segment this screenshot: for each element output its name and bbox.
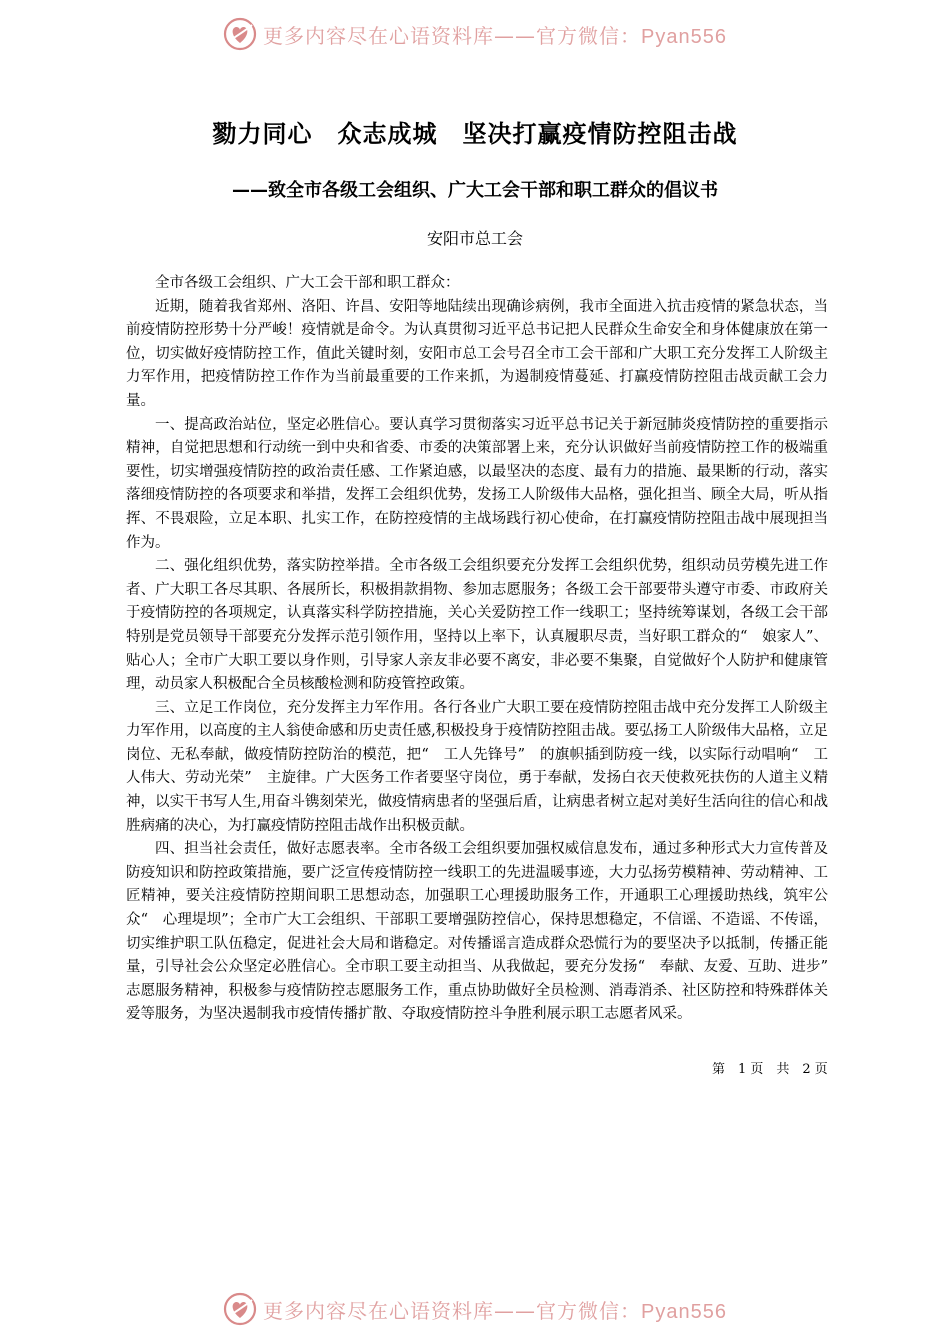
watermark-footer <box>0 1289 950 1329</box>
document-title: 勠力同心 众志成城 坚决打赢疫情防控阻击战 <box>212 120 738 148</box>
watermark-separator: —— <box>494 1298 537 1323</box>
document-body <box>126 272 843 1027</box>
watermark-handle: Pyan556 <box>641 1300 727 1323</box>
watermark-brand: 更多内容尽在心语资料库 <box>263 1298 495 1323</box>
body-paragraph-4: 四、担当社会责任，做好志愿表率。全市各级工会组织要加强权威信息发布，通过多种形式大力宣传普及防疫知识和防控政策措施，要广泛宣传疫情防控一线职工的先进温暖事迹，大力弘扬劳模精神、劳动精神、工匠精神，要关注疫情防控期间职工思想动态，加强职工心理援助服务工作，开通职工心理援助热线，筑牢公众“ 心理堤坝”；全市广大工会组织、干部职工要增强防控信心，保持思想稳定，不信谣、不造谣、不传谣，切实维护职工队伍稳定，促进社会大局和谐稳定。对传播谣言造成群众恐慌行为的要坚决予以抵制，传播正能量，引导社会公众坚定必胜信心。全市职工要主动担当、从我做起，要充分发扬“ 奉献、友爱、互助、进步” 志愿服务精神，积极参与疫情防控志愿服务工作，重点协助做好全员检测、消毒消杀、社区防控和特殊群体关爱等服务，为坚决遏制我市疫情传播扩散、夺取疫情防控斗争胜利展示职工志愿者风采。 <box>126 841 843 1023</box>
document-author: 安阳市总工会 <box>426 229 523 248</box>
heart-logo-icon <box>223 17 257 51</box>
watermark-text <box>263 1295 727 1324</box>
watermark-contact: 官方微信： <box>536 23 642 48</box>
watermark-separator: —— <box>494 23 537 48</box>
body-paragraph-3: 三、立足工作岗位，充分发挥主力军作用。各行各业广大职工要在疫情防控阻击战中充分发挥工人阶级主力军作用，以高度的主人翁使命感和历史责任感,积极投身于疫情防控阻击战。要弘扬工人阶级伟大品格，立足岗位、无私奉献，做疫情防控防治的模范，把“ 工人先锋号” 的旗帜插到防疫一线，以实际行动唱响“ 工人伟大、劳动光荣” 主旋律。广大医务工作者要坚守岗位，勇于奉献，发扬白衣天使救死扶伤的人道主义精神，以实干书写人生,用奋斗镌刻荣光，做疫情病患者的坚强后盾，让病患者树立起对美好生活向往的信心和战胜病痛的决心，为打赢疫情防控阻击战作出积极贡献。 <box>126 699 828 834</box>
body-paragraph-intro: 近期，随着我省郑州、洛阳、许昌、安阳等地陆续出现确诊病例，我市全面进入抗击疫情的紧急状态，当前疫情防控形势十分严峻！疫情就是命令。为认真贯彻习近平总书记把人民群众生命安全和身体健康放在第一位，切实做好疫情防控工作，值此关键时刻，安阳市总工会号召全市工会干部和广大职工充分发挥工人阶级主力军作用，把疫情防控工作作为当前最重要的工作来抓，为遏制疫情蔓延、打赢疫情防控阻击战贡献工会力量。 <box>126 298 828 409</box>
watermark-header <box>0 14 950 54</box>
watermark-text <box>263 20 727 49</box>
heart-logo-icon <box>223 1292 257 1326</box>
watermark-brand: 更多内容尽在心语资料库 <box>263 23 495 48</box>
document-subtitle: ——致全市各级工会组织、广大工会干部和职工群众的倡议书 <box>232 180 718 201</box>
body-paragraph-1: 一、提高政治站位，坚定必胜信心。要认真学习贯彻落实习近平总书记关于新冠肺炎疫情防控的重要指示精神，自觉把思想和行动统一到中央和省委、市委的决策部署上来，充分认识做好当前疫情防控工作的极端重要性，切实增强疫情防控的政治责任感、工作紧迫感，以最坚决的态度、最有力的措施、最果断的行动，落实落细疫情防控的各项要求和举措，发挥工会组织优势，发扬工人阶级伟大品格，强化担当、顾全大局，听从指挥、不畏艰险，立足本职、扎实工作，在防控疫情的主战场践行初心使命，在打赢疫情防控阻击战中展现担当作为。 <box>126 416 828 551</box>
page-indicator: 第 1 页 共 2 页 <box>712 1062 828 1077</box>
body-paragraph-2: 二、强化组织优势，落实防控举措。全市各级工会组织要充分发挥工会组织优势，组织动员劳模先进工作者、广大职工各尽其职、各展所长，积极捐款捐物、参加志愿服务；各级工会干部要带头遵守市委、市政府关于疫情防控的各项规定，认真落实科学防控措施，关心关爱防控工作一线职工；坚持统筹谋划，各级工会干部特别是党员领导干部要充分发挥示范引领作用，坚持以上率下，认真履职尽责，当好职工群众的“ 娘家人”、贴心人；全市广大职工要以身作则，引导家人亲友非必要不离安，非必要不集聚，自觉做好个人防护和健康管理，动员家人积极配合全员核酸检测和防疫管控政策。 <box>126 558 828 693</box>
watermark-contact: 官方微信： <box>536 1298 642 1323</box>
salutation: 全市各级工会组织、广大工会干部和职工群众： <box>155 275 460 291</box>
watermark-handle: Pyan556 <box>641 25 727 48</box>
